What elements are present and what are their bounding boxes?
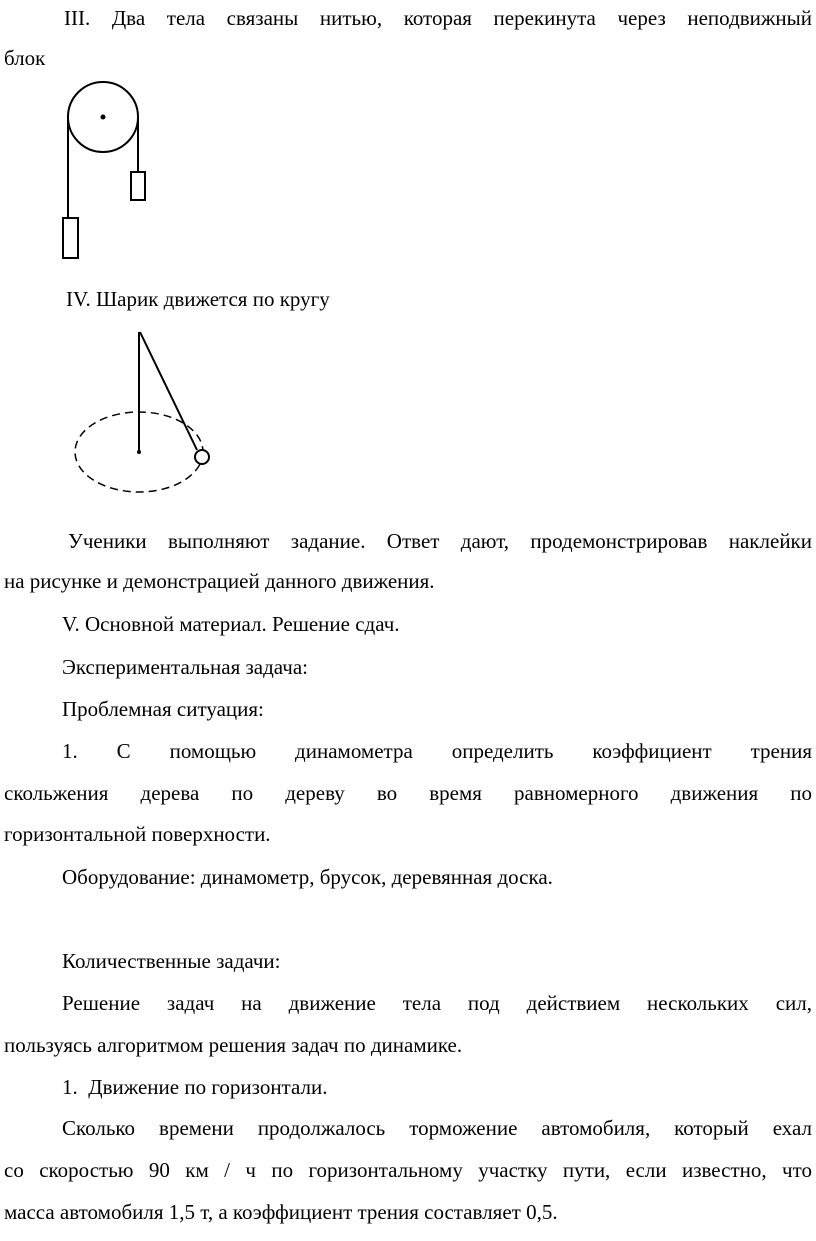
- section-4-heading: IV. Шарик движется по кругу: [66, 287, 330, 311]
- task-1-line-2: скольжения дерева по дереву во время равномерного движения по: [4, 781, 812, 805]
- solution-line-1: Решение задач на движение тела под действием нескольких сил,: [62, 991, 812, 1015]
- solution-line-2: пользуясь алгоритмом решения задач по динамике.: [4, 1033, 463, 1057]
- center-point: [137, 450, 141, 454]
- students-line-2: на рисунке и демонстрацией данного движения.: [4, 569, 435, 593]
- experimental-task-label: Экспериментальная задача:: [62, 655, 308, 679]
- equipment-line: Оборудование: динамометр, брусок, деревянная доска.: [62, 865, 553, 889]
- pulley-diagram: [0, 0, 816, 270]
- question-line-3: масса автомобиля 1,5 т, а коэффициент трения составляет 0,5.: [4, 1200, 558, 1224]
- section-3-line-2: блок: [4, 46, 46, 70]
- section-5-heading: V. Основной материал. Решение сдач.: [62, 612, 400, 636]
- quantitative-tasks-label: Количественные задачи:: [62, 949, 281, 973]
- problem-situation-label: Проблемная ситуация:: [62, 697, 264, 721]
- left-weight: [63, 218, 78, 258]
- task-1-line-3: горизонтальной поверхности.: [4, 822, 271, 846]
- question-line-2: со скоростью 90 км / ч по горизонтальному участку пути, если известно, что: [4, 1158, 812, 1182]
- list-item-1: 1. Движение по горизонтали.: [62, 1075, 328, 1099]
- section-3-line-1: III. Два тела связаны нитью, которая перекинута через неподвижный: [64, 6, 812, 30]
- conical-pendulum-diagram: [0, 320, 816, 510]
- right-weight: [131, 172, 145, 200]
- pendulum-string: [140, 332, 197, 450]
- task-1-line-1: 1. С помощью динамометра определить коэффициент трения: [62, 739, 812, 763]
- pulley-axle: [101, 115, 106, 120]
- question-line-1: Сколько времени продолжалось торможение автомобиля, который ехал: [62, 1116, 812, 1140]
- ball: [195, 450, 209, 464]
- students-line-1: Ученики выполняют задание. Ответ дают, продемонстрировав наклейки: [68, 529, 812, 553]
